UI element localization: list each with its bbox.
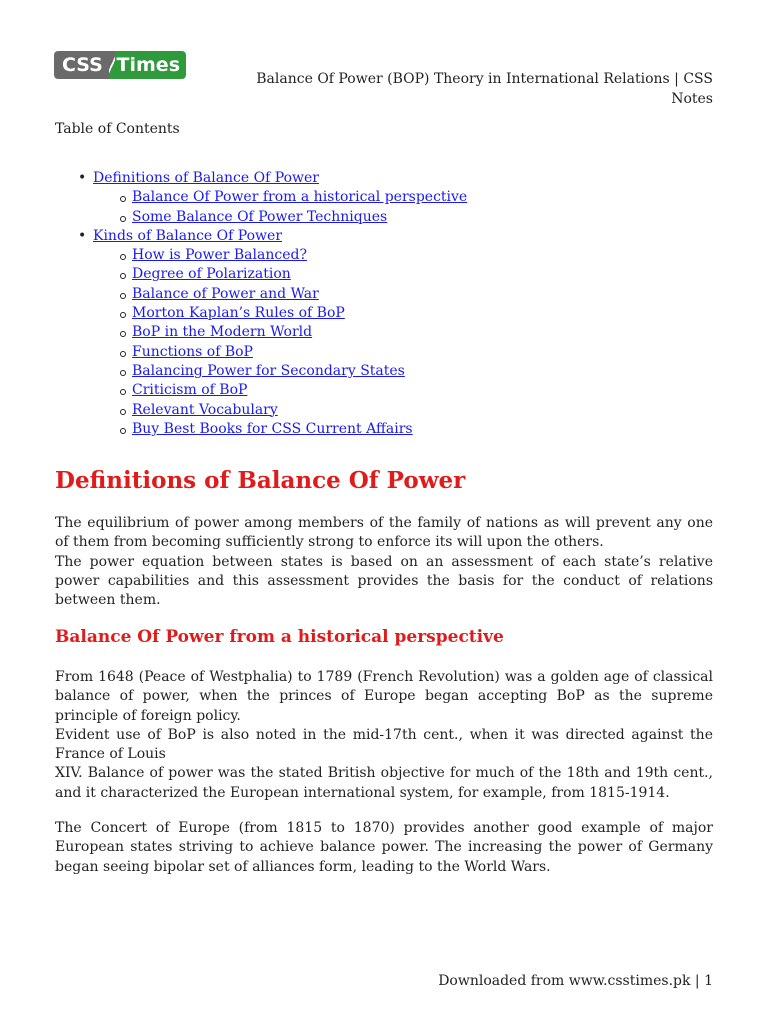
logo-css-text: CSS — [54, 51, 109, 79]
toc-subitem — [93, 265, 467, 284]
definitions-text-1: The equilibrium of power among members of the family of nations as will prevent any one of them from becoming sufficiently strong to enforce its will upon the others. — [55, 515, 713, 551]
toc-link-techniques[interactable]: Some Balance Of Power Techniques — [132, 208, 388, 225]
toc-link-buy-books[interactable]: Buy Best Books for CSS Current Affairs — [132, 420, 413, 437]
toc-link-criticism[interactable]: Criticism of BoP — [132, 382, 248, 399]
page-header-title: Balance Of Power (BOP) Theory in International Relations | CSS Notes — [256, 71, 713, 107]
toc-subitem — [93, 401, 467, 420]
toc-link-how-balanced[interactable]: How is Power Balanced? — [132, 247, 307, 264]
toc-link-definitions[interactable]: Definitions of Balance Of Power — [93, 170, 319, 186]
toc-subitem — [93, 304, 467, 323]
toc-link-secondary-states[interactable]: Balancing Power for Secondary States — [132, 362, 405, 379]
toc-link-power-and-war[interactable]: Balance of Power and War — [132, 285, 319, 302]
toc-link-kinds[interactable]: Kinds of Balance Of Power — [93, 227, 283, 244]
toc-link-historical-perspective[interactable]: Balance Of Power from a historical perspective — [132, 189, 468, 206]
historical-text-3: XIV. Balance of power was the stated British objective for much of the 18th and 19th cent., and it characterized the European international system, for example, from 1815-1914. — [55, 765, 713, 801]
subsection-heading-historical: Balance Of Power from a historical perspective — [55, 627, 504, 647]
toc-subitem — [93, 188, 467, 207]
toc-link-polarization[interactable]: Degree of Polarization — [132, 266, 291, 283]
toc-subitem — [93, 362, 467, 381]
historical-paragraph — [55, 668, 713, 803]
toc-subitem — [93, 285, 467, 304]
toc-subitem — [93, 323, 467, 342]
definitions-paragraph — [55, 514, 713, 610]
historical-text-2: Evident use of BoP is also noted in the mid-17th cent., when it was directed against the France of Louis — [55, 726, 713, 763]
toc-subitem — [93, 420, 467, 439]
toc-section — [55, 169, 467, 227]
toc-link-modern-world[interactable]: BoP in the Modern World — [132, 324, 313, 341]
logo-times-text: Times — [115, 51, 186, 79]
csstimes-logo — [54, 51, 186, 79]
toc-subitem — [93, 246, 467, 265]
page-footer: Downloaded from www.csstimes.pk | 1 — [438, 973, 713, 989]
toc-link-vocabulary[interactable]: Relevant Vocabulary — [132, 401, 278, 418]
toc-link-functions[interactable]: Functions of BoP — [132, 343, 253, 360]
toc-subitem — [93, 381, 467, 400]
historical-text-1: From 1648 (Peace of Westphalia) to 1789 (French Revolution) was a golden age of classical balance of power, when the princes of Europe began accepting BoP as the supreme principle of foreign policy. — [55, 669, 713, 724]
toc-subitem — [93, 343, 467, 362]
toc-section — [55, 227, 467, 439]
definitions-text-2: The power equation between states is based on an assessment of each state’s relative power capabilities and this assessment provides the basis for the conduct of relations between them. — [55, 553, 713, 609]
toc-heading: Table of Contents — [55, 121, 180, 137]
section-heading-definitions: Definitions of Balance Of Power — [55, 467, 466, 494]
toc-subitem — [93, 208, 467, 227]
toc-link-kaplan-rules[interactable]: Morton Kaplan’s Rules of BoP — [132, 305, 345, 322]
table-of-contents — [55, 169, 467, 439]
concert-paragraph: The Concert of Europe (from 1815 to 1870) provides another good example of major European states striving to achieve balance power. The increasing the power of Germany began seeing bipolar set of alliances form, leading to the World Wars. — [55, 820, 713, 875]
